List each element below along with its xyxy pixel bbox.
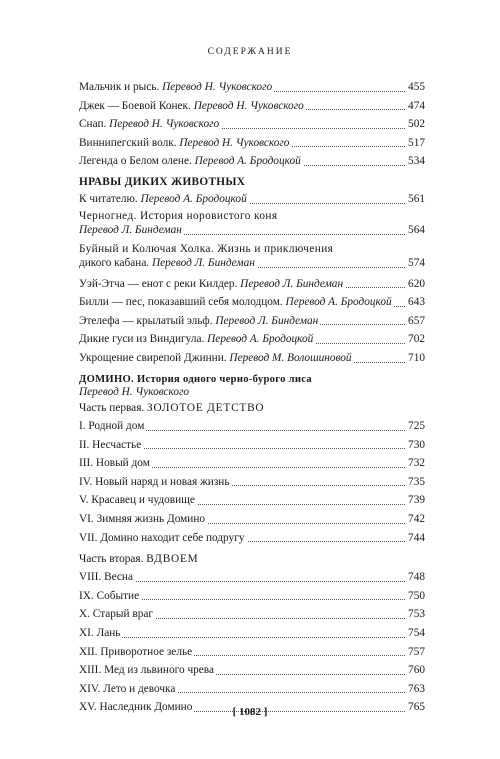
chapter-entry xyxy=(79,568,425,587)
page-number: 753 xyxy=(405,605,425,624)
page-number: 517 xyxy=(405,134,425,153)
toc-entry xyxy=(79,97,425,116)
page-number: 750 xyxy=(405,587,425,606)
chapter-entry xyxy=(79,661,425,680)
toc-entry xyxy=(79,115,425,134)
chapter-title: XII. Приворотное зелье xyxy=(79,645,193,658)
page-number: 757 xyxy=(405,643,425,662)
entry-title: Мальчик и рысь. xyxy=(79,81,163,93)
entry-title: Билли — пес, показавший себя молодцом. xyxy=(79,296,286,309)
page-number: 744 xyxy=(405,529,425,548)
chapter-title: IX. Событие xyxy=(79,589,140,602)
toc-entry xyxy=(79,242,425,271)
chapter-entry xyxy=(79,605,425,624)
entry-title: Виннипегский волк. xyxy=(79,136,180,149)
part-name: ВДВОЕМ xyxy=(146,553,199,566)
page-number: 643 xyxy=(405,293,425,312)
toc-entry xyxy=(79,134,425,153)
toc-entry xyxy=(79,330,425,349)
chapter-title: XV. Наследник Домино xyxy=(79,701,193,714)
section-title: ДОМИНО. История одного черно-бурого лиса xyxy=(79,374,313,385)
page-number: 455 xyxy=(405,78,425,97)
part-label: Часть первая. xyxy=(79,402,148,414)
entry-translator: Перевод А. Бродоцкой xyxy=(207,333,314,346)
entry-translator: Перевод А. Бродоцкой xyxy=(194,155,301,168)
page-number: 748 xyxy=(405,568,425,587)
toc-top-block xyxy=(79,78,425,171)
entry-title: Джек — Боевой Конек. xyxy=(79,99,194,112)
page-number: 702 xyxy=(405,330,425,349)
toc-entry xyxy=(79,78,425,97)
part-title xyxy=(79,400,425,417)
chapter-title: II. Несчастье xyxy=(79,438,142,451)
chapter-entry xyxy=(79,624,425,643)
part1-list xyxy=(79,417,425,547)
chapter-entry xyxy=(79,529,425,548)
chapter-title: V. Красавец и чудовище xyxy=(79,494,195,507)
chapter-entry xyxy=(79,510,425,529)
page-number: 534 xyxy=(405,152,425,171)
part-title xyxy=(79,551,425,568)
part-name: ЗОЛОТОЕ ДЕТСТВО xyxy=(147,402,265,414)
page-number: 742 xyxy=(405,510,425,529)
chapter-entry xyxy=(79,473,425,492)
page-number: 739 xyxy=(405,491,425,510)
entry-translator: Перевод Л. Биндеман xyxy=(215,314,319,327)
page-footer-number: [ 1082 ] xyxy=(232,706,268,718)
chapter-title: III. Новый дом xyxy=(79,457,150,470)
chapter-title: VII. Домино находит себе подругу xyxy=(79,531,245,544)
chapter-entry xyxy=(79,417,425,436)
page-number: 502 xyxy=(405,115,425,134)
page-number: 732 xyxy=(405,454,425,473)
toc-entry xyxy=(79,275,425,294)
entry-translator: Перевод А. Бродоцкой xyxy=(285,296,392,309)
page-number: 763 xyxy=(405,680,425,699)
entry-translator: Перевод А. Бродоцкой xyxy=(140,193,247,205)
page-number: 730 xyxy=(405,436,425,455)
toc-entry xyxy=(79,349,425,368)
chapter-title: X. Старый враг xyxy=(79,608,154,621)
page-number: 735 xyxy=(405,473,425,492)
entry-title: Снап. xyxy=(79,118,110,131)
chapter-entry xyxy=(79,643,425,662)
page-number: 725 xyxy=(405,417,425,436)
entry-title: К читателю. xyxy=(79,193,141,205)
chapter-entry xyxy=(79,454,425,473)
toc-section-nravy xyxy=(79,176,425,368)
toc-entry xyxy=(79,190,425,209)
page-number: 620 xyxy=(405,275,425,294)
page-number: 474 xyxy=(405,97,425,116)
chapter-entry xyxy=(79,680,425,699)
entry-translator: Перевод Н. Чуковского xyxy=(179,136,290,149)
page-number: 564 xyxy=(405,223,425,238)
entry-title: Укрощение свирепой Джинни. xyxy=(79,351,230,364)
toc-section-domino xyxy=(79,374,425,717)
chapter-title: VIII. Весна xyxy=(79,571,133,584)
chapter-entry xyxy=(79,436,425,455)
chapter-title: XIII. Мед из львиного чрева xyxy=(79,664,214,677)
chapter-title: I. Родной дом xyxy=(79,420,145,432)
entry-title: Черногнед. История норовистого коня xyxy=(79,209,278,222)
entry-translator: Перевод Н. Чуковского xyxy=(193,99,304,112)
entry-translator: Перевод Н. Чуковского xyxy=(162,81,273,93)
page-number: 765 xyxy=(405,698,425,717)
part-label: Часть вторая. xyxy=(79,553,147,566)
entry-translator: Перевод Л. Биндеман xyxy=(79,224,182,237)
entry-translator: Перевод Н. Чуковского xyxy=(109,118,220,131)
page-number: 574 xyxy=(405,256,425,271)
chapter-entry xyxy=(79,587,425,606)
section-title: НРАВЫ ДИКИХ ЖИВОТНЫХ xyxy=(79,176,246,188)
entry-title-cont: дикого кабана. xyxy=(79,257,152,270)
entry-translator: Перевод Л. Биндеман xyxy=(240,277,344,290)
page-number: 754 xyxy=(405,624,425,643)
entry-title: Уэй-Этча — енот с реки Килдер. xyxy=(79,277,241,290)
entry-translator: Перевод М. Волошиновой xyxy=(229,351,352,364)
toc-entry xyxy=(79,293,425,312)
toc-entry xyxy=(79,152,425,171)
entry-title: Этелефа — крылатый эльф. xyxy=(79,314,216,327)
chapter-entry xyxy=(79,491,425,510)
entry-title: Дикие гуси из Виндигула. xyxy=(79,333,208,346)
toc-entry xyxy=(79,209,425,238)
page-number: 760 xyxy=(405,661,425,680)
chapter-title: XI. Лань xyxy=(79,626,121,639)
page-number: 710 xyxy=(405,349,425,368)
entry-title: Легенда о Белом олене. xyxy=(79,155,195,168)
chapter-title: VI. Зимняя жизнь Домино xyxy=(79,512,206,525)
page-number: 657 xyxy=(405,312,425,331)
chapter-title: XIV. Лето и девочка xyxy=(79,682,176,695)
page-number: 561 xyxy=(405,190,425,209)
part2-list xyxy=(79,568,425,717)
entry-title: Буйный и Колючая Холка. Жизнь и приключения xyxy=(79,242,334,255)
chapter-title: IV. Новый наряд и новая жизнь xyxy=(79,475,230,488)
entry-translator: Перевод Л. Биндеман xyxy=(151,257,255,270)
toc-entry xyxy=(79,312,425,331)
running-header: СОДЕРЖАНИЕ xyxy=(207,47,293,57)
section-translator: Перевод Н. Чуковского xyxy=(79,386,190,398)
